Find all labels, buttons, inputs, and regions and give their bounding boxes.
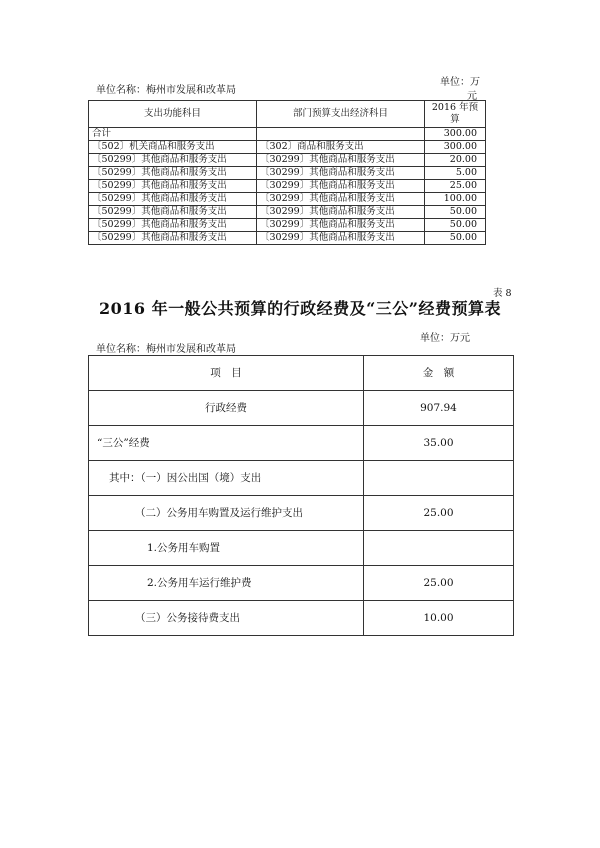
cell-economic: 〔30299〕其他商品和服务支出 xyxy=(257,206,425,219)
cell-function: 〔502〕机关商品和服务支出 xyxy=(89,141,257,154)
table-row xyxy=(89,232,486,245)
cell-amount: 100.00 xyxy=(425,193,486,206)
row-amount xyxy=(364,531,514,566)
cell-function: 合计 xyxy=(89,128,257,141)
unit-name: 单位名称：梅州市发展和改革局 xyxy=(96,344,236,355)
table-row xyxy=(89,128,486,141)
table-row xyxy=(89,601,514,636)
cell-economic: 〔30299〕其他商品和服务支出 xyxy=(257,167,425,180)
table-row xyxy=(89,180,486,193)
row-label: “三公”经费 xyxy=(89,426,364,461)
table-row xyxy=(89,426,514,461)
top-unit-name: 单位名称：梅州市发展和改革局 xyxy=(96,85,236,96)
cell-economic xyxy=(257,128,425,141)
row-amount: 35.00 xyxy=(364,426,514,461)
cell-function: 〔50299〕其他商品和服务支出 xyxy=(89,219,257,232)
row-label: （三）公务接待费支出 xyxy=(89,601,364,636)
cell-function: 〔50299〕其他商品和服务支出 xyxy=(89,180,257,193)
row-amount: 25.00 xyxy=(364,496,514,531)
cell-amount: 5.00 xyxy=(425,167,486,180)
table-number: 表 8 xyxy=(493,288,512,299)
table-row xyxy=(89,391,514,426)
table-row xyxy=(89,531,514,566)
table-row xyxy=(89,167,486,180)
table-row xyxy=(89,141,486,154)
header-budget-amount: 2016 年预 算 xyxy=(425,101,486,128)
row-amount xyxy=(364,461,514,496)
row-label: （二）公务用车购置及运行维护支出 xyxy=(89,496,364,531)
cell-function: 〔50299〕其他商品和服务支出 xyxy=(89,206,257,219)
header-economic-subject: 部门预算支出经济科目 xyxy=(257,101,425,128)
cell-amount: 300.00 xyxy=(425,141,486,154)
table-header-row xyxy=(89,101,486,128)
table-row xyxy=(89,154,486,167)
row-amount: 907.94 xyxy=(364,391,514,426)
top-unit-label-cont: 元 xyxy=(467,91,477,102)
cell-amount: 20.00 xyxy=(425,154,486,167)
table-row xyxy=(89,496,514,531)
cell-function: 〔50299〕其他商品和服务支出 xyxy=(89,232,257,245)
cell-economic: 〔30299〕其他商品和服务支出 xyxy=(257,180,425,193)
cell-economic: 〔30299〕其他商品和服务支出 xyxy=(257,232,425,245)
table-row xyxy=(89,193,486,206)
cell-economic: 〔30299〕其他商品和服务支出 xyxy=(257,154,425,167)
row-label: 行政经费 xyxy=(89,391,364,426)
cell-amount: 25.00 xyxy=(425,180,486,193)
cell-economic: 〔302〕商品和服务支出 xyxy=(257,141,425,154)
row-label: 2.公务用车运行维护费 xyxy=(89,566,364,601)
top-unit-label: 单位：万 xyxy=(440,77,480,88)
table-header-row xyxy=(89,356,514,391)
unit-label: 单位：万元 xyxy=(420,333,470,344)
table-row xyxy=(89,566,514,601)
table-row xyxy=(89,219,486,232)
row-amount: 10.00 xyxy=(364,601,514,636)
cell-amount: 50.00 xyxy=(425,206,486,219)
table-row xyxy=(89,206,486,219)
header-item: 项 目 xyxy=(89,356,364,391)
cell-function: 〔50299〕其他商品和服务支出 xyxy=(89,193,257,206)
row-label: 其中：（一）因公出国（境）支出 xyxy=(89,461,364,496)
cell-amount: 300.00 xyxy=(425,128,486,141)
expenditure-table xyxy=(88,100,486,245)
cell-function: 〔50299〕其他商品和服务支出 xyxy=(89,167,257,180)
cell-economic: 〔30299〕其他商品和服务支出 xyxy=(257,219,425,232)
row-amount: 25.00 xyxy=(364,566,514,601)
admin-expense-table xyxy=(88,355,514,636)
table-row xyxy=(89,461,514,496)
header-amount: 金 额 xyxy=(364,356,514,391)
cell-function: 〔50299〕其他商品和服务支出 xyxy=(89,154,257,167)
header-function-subject: 支出功能科目 xyxy=(89,101,257,128)
page-title: 2016 年一般公共预算的行政经费及“三公”经费预算表 xyxy=(98,299,501,318)
cell-amount: 50.00 xyxy=(425,232,486,245)
cell-amount: 50.00 xyxy=(425,219,486,232)
row-label: 1.公务用车购置 xyxy=(89,531,364,566)
cell-economic: 〔30299〕其他商品和服务支出 xyxy=(257,193,425,206)
